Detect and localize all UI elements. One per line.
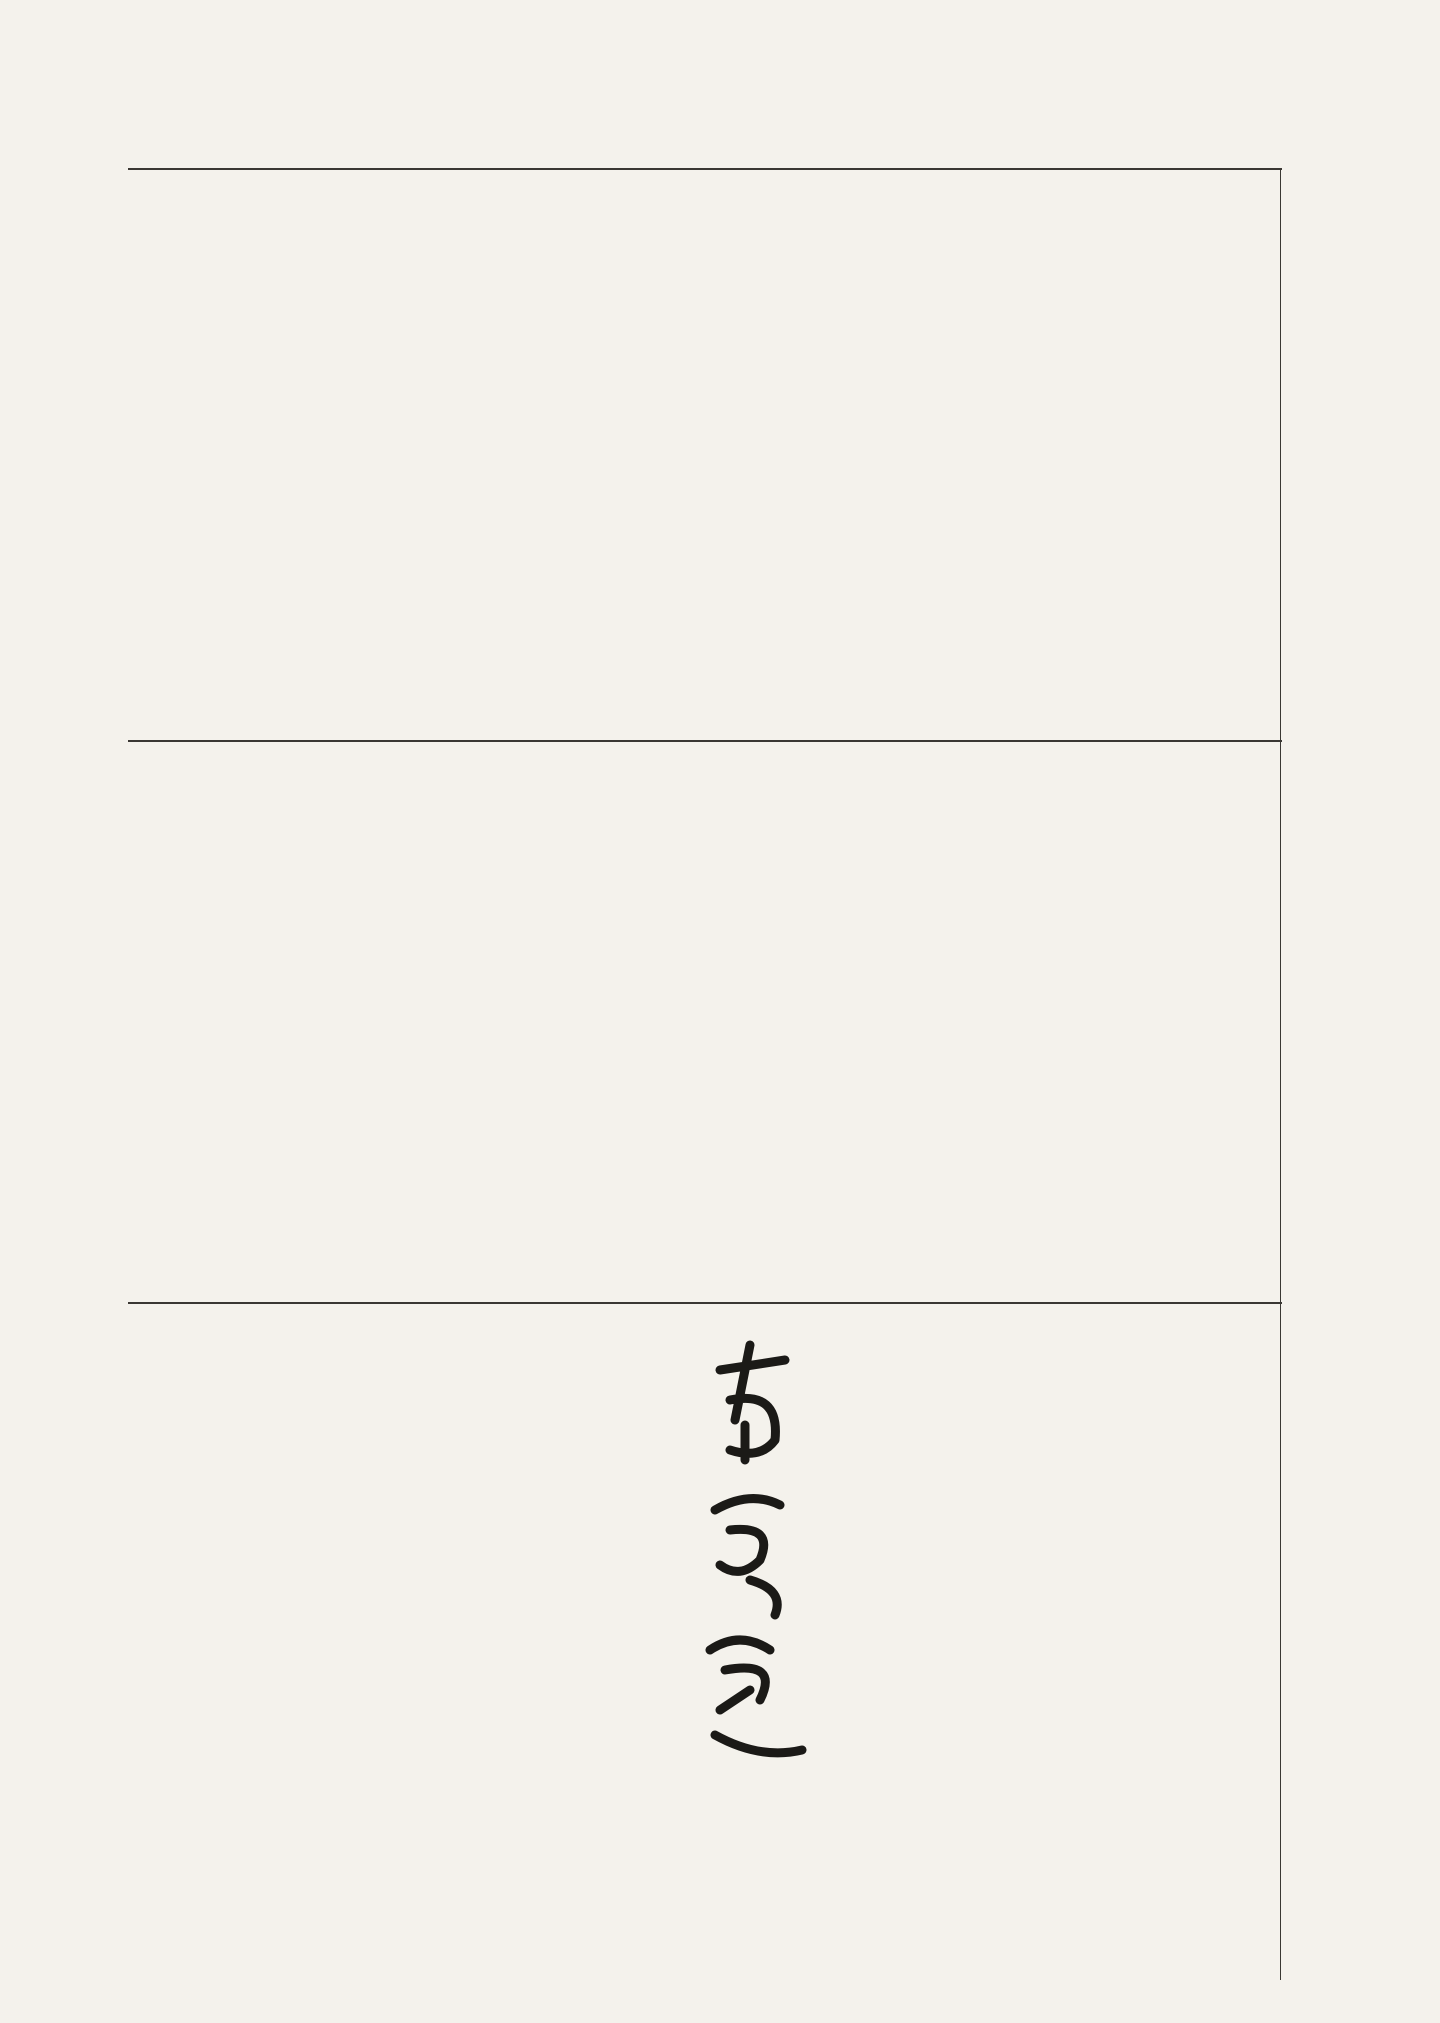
section-divider-bottom bbox=[128, 1302, 1282, 1304]
top-section-text bbox=[140, 182, 1270, 728]
middle-section-text bbox=[140, 752, 1270, 1292]
section-divider-top bbox=[128, 740, 1282, 742]
running-head-rule bbox=[1280, 168, 1281, 1980]
calligraphy-signature-image bbox=[690, 1330, 810, 1770]
